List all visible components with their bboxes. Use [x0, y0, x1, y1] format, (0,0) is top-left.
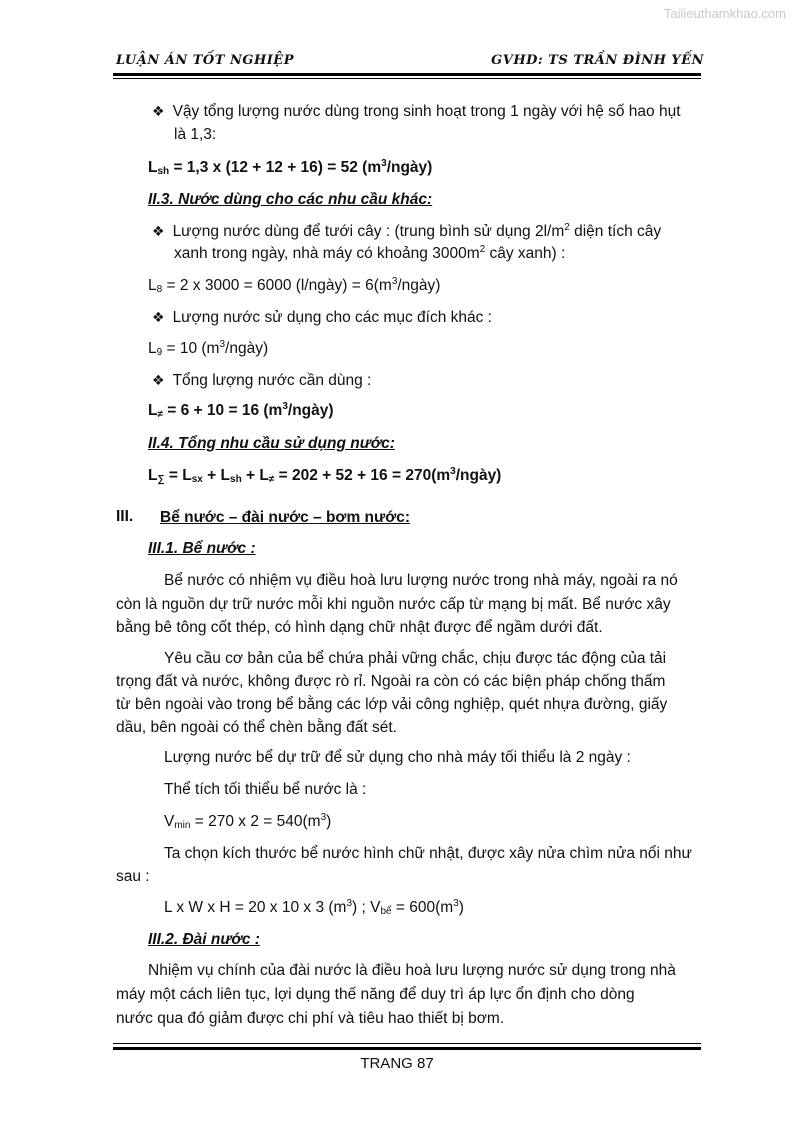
bullet-icon: ❖ — [152, 223, 165, 239]
footer-rule-thick — [113, 1047, 701, 1050]
para-3: Lượng nước bể dự trữ để sử dụng cho nhà máy tối thiểu là 2 ngày : — [164, 749, 631, 766]
bullet-line-3: ❖ Lượng nước sử dụng cho các mục đích khác : — [152, 309, 492, 326]
bullet-line-1-cont: là 1,3: — [174, 126, 217, 143]
para-6-line-1: Nhiệm vụ chính của đài nước là điều hoà lưu lượng nước sử dụng trong nhà — [148, 962, 676, 979]
bullet-line-2: ❖ Lượng nước dùng để tưới cây : (trung bình sử dụng $2l/m^2$ diện tích cây — [152, 222, 662, 240]
para-2-line-3: từ bên ngoài vào trong bể bằng các lớp vải công nghiệp, quét nhựa đường, giấy — [116, 696, 668, 713]
heading-iii-number: III. — [116, 508, 134, 525]
footer-rule-thin — [113, 1043, 701, 1044]
heading-iii1: III.1. Bể nước : — [148, 540, 256, 557]
header-rule-thick — [113, 73, 701, 76]
para-5-line-1: Ta chọn kích thước bể nước hình chữ nhật, được xây nửa chìm nửa nổi như — [164, 845, 692, 862]
heading-iii: Bể nước – đài nước – bơm nước: — [160, 509, 411, 526]
para-6-line-2: máy một cách liên tục, lợi dụng thế năng để duy trì áp lực ổn định cho dòng — [116, 986, 635, 1003]
formula-lsh: $L_{sh} = 1,3$ x (12 + 12 + 16) = 52 $(m^3/ngày)$ — [148, 158, 433, 177]
formula-vmin: $V_{min} = 270$ x $2 = 540(m^3)$ — [164, 812, 332, 831]
formula-l8: $L_8 = 2$ x 3000 = 6000 (l/ngày) = $6(m^3/ngày)$ — [148, 276, 441, 295]
para-6-line-3: nước qua đó giảm được chi phí và tiêu hao thiết bị bơm. — [116, 1010, 505, 1027]
para-1-line-3: bằng bê tông cốt thép, có hình dạng chữ nhật được để ngầm dưới đất. — [116, 619, 603, 636]
para-2-line-2: trọng đất và nước, không được rò rỉ. Ngoài ra còn có các biện pháp chống thấm — [116, 673, 666, 690]
para-1-line-2: còn là nguồn dự trữ nước mỗi khi nguồn nước cấp từ mạng bị mất. Bể nước xây — [116, 596, 671, 613]
bullet-icon: ❖ — [152, 309, 165, 325]
heading-iii2: III.2. Đài nước : — [148, 931, 260, 948]
para-2-line-4: dầu, bên ngoài có thể chèn bằng đất sét. — [116, 719, 397, 736]
heading-ii4: II.4. Tổng nhu cầu sử dụng nước: — [148, 435, 395, 452]
bullet-icon: ❖ — [152, 372, 165, 388]
para-4: Thể tích tối thiểu bể nước là : — [164, 781, 367, 798]
page-number: TRANG 87 — [360, 1055, 434, 1072]
para-5-line-2: sau : — [116, 868, 150, 885]
formula-lne: $L_\ne = 6 + 10 = 16$ $(m^3/ngày)$ — [148, 401, 334, 420]
header-thesis-title: LUẬN ÁN TỐT NGHIỆP — [116, 53, 294, 68]
header-advisor: GVHD: TS TRẦN ĐÌNH YẾN — [491, 53, 704, 68]
para-1-line-1: Bể nước có nhiệm vụ điều hoà lưu lượng nước trong nhà máy, ngoài ra nó — [164, 572, 678, 589]
bullet-line-4: ❖ Tổng lượng nước cần dùng : — [152, 372, 372, 389]
header-rule-thin — [113, 78, 701, 79]
bullet-line-1: ❖ Vậy tổng lượng nước dùng trong sinh hoạt trong 1 ngày với hệ số hao hụt — [152, 103, 681, 120]
heading-ii3: II.3. Nước dùng cho các nhu cầu khác: — [148, 191, 433, 208]
watermark: Tailieuthamkhao.com — [663, 6, 786, 21]
para-2-line-1: Yêu cầu cơ bản của bể chứa phải vững chắc, chịu được tác động của tải — [164, 650, 667, 667]
bullet-icon: ❖ — [152, 103, 165, 119]
formula-dimensions: L x W x H = 20 x 10 x 3 $(m^3)$ ; $V_{bể} = 600(m^3)$ — [164, 898, 464, 917]
formula-total: $L_\sum = L_{sx} + L_{sh} + L_\ne = 202 + 52 + 16$ = $270(m^3/ngày)$ — [148, 466, 502, 485]
bullet-line-2-cont: xanh trong ngày, nhà máy có khoảng $3000m^2$ cây xanh) : — [174, 244, 566, 262]
formula-l9: $L_9 = 10$ $(m^3/ngày)$ — [148, 339, 269, 358]
